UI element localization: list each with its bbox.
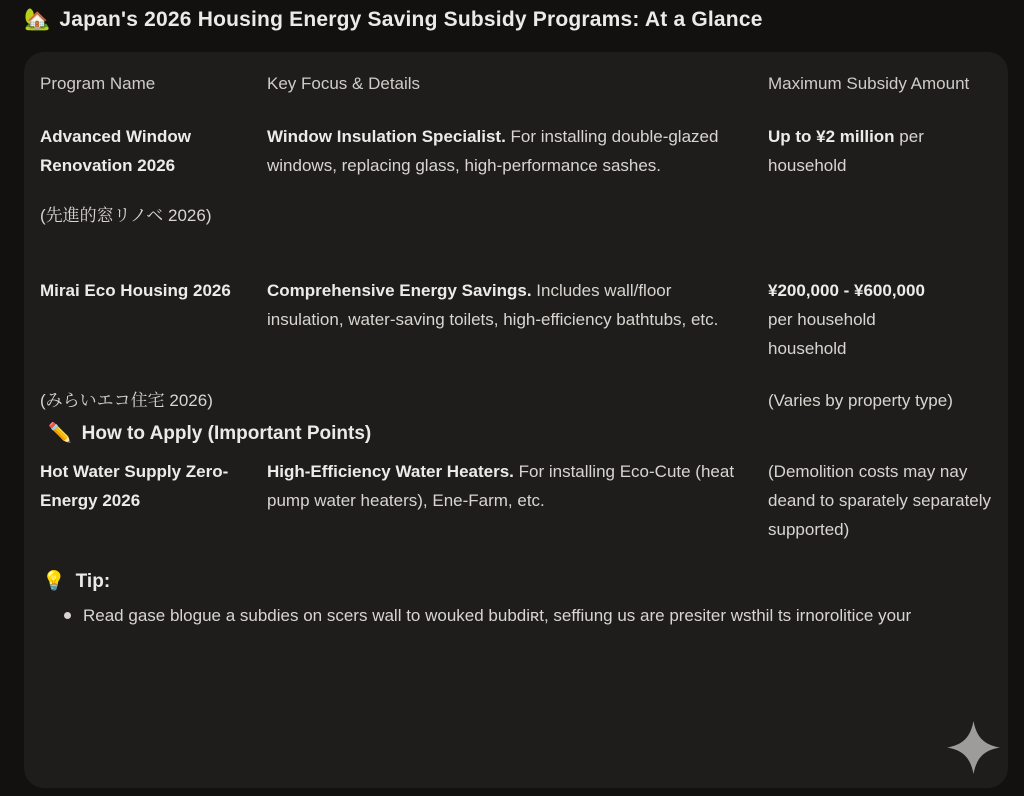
- table-row: [40, 276, 992, 363]
- tip-bullet-item: [64, 601, 988, 630]
- column-header-max-subsidy: Maximum Subsidy Amount: [768, 74, 970, 93]
- details-lead: High-Efficiency Water Heaters.: [267, 462, 514, 481]
- program-details: [267, 457, 738, 544]
- details-lead: Comprehensive Energy Savings.: [267, 281, 532, 300]
- details-rest: Includes wall/floor insulation, water-saving toilets, high-efficiency bathtubs, etc.: [267, 281, 719, 329]
- amount-lead: Up to ¥2 million: [768, 127, 895, 146]
- program-details: [267, 276, 738, 363]
- column-header-key-focus: Key Focus & Details: [267, 74, 421, 93]
- table-row-jp: [40, 201, 992, 230]
- pencil-icon: ✏️: [48, 423, 72, 444]
- subsidy-amount: [768, 276, 992, 363]
- house-icon: 🏡: [24, 8, 51, 31]
- program-name: Advanced Window Renovation 2026: [40, 127, 191, 175]
- section-heading-text: How to Apply (Important Points): [81, 423, 372, 444]
- program-name: Mirai Eco Housing 2026: [40, 281, 231, 300]
- details-lead: Window Insulation Specialist.: [267, 127, 506, 146]
- page-title-text: Japan's 2026 Housing Energy Saving Subsidy Programs: At a Glance: [59, 8, 763, 31]
- bullet-dot-icon: [64, 612, 71, 619]
- amount-rest: per household: [768, 127, 924, 175]
- table-row-jp: [40, 386, 992, 415]
- program-name-japanese: (先進的窓リノベ 2026): [40, 206, 212, 225]
- sparkle-icon: [946, 720, 1001, 775]
- page-title: [24, 8, 984, 32]
- table-row: [40, 122, 992, 180]
- program-details: [267, 122, 738, 180]
- subsidy-table-card: [24, 52, 1008, 788]
- amount-line2: per household: [768, 310, 876, 329]
- subsidy-amount: [768, 122, 992, 180]
- details-rest: For installing double-glazed windows, replacing glass, high-performance sashes.: [267, 127, 719, 175]
- details-rest: For installing Eco-Cute (heat pump water heaters), Ene-Farm, etc.: [267, 462, 735, 510]
- program-name: Hot Water Supply Zero-Energy 2026: [40, 462, 229, 510]
- section-heading-tip: [42, 568, 992, 596]
- lightbulb-icon: 💡: [42, 571, 66, 592]
- table-row: [40, 457, 992, 544]
- section-heading-how-to-apply: [48, 420, 992, 448]
- subsidy-amount-note: (Demolition costs may nay deand to sparately separately supported): [768, 462, 992, 539]
- column-header-program-name: Program Name: [40, 74, 156, 93]
- table-header-row: [40, 69, 992, 98]
- tip-bullet-text: Read gase blogue a subdies on scers wall to wouked bubdiʀt, seffiung us are presiter wsthil ts irnorolitice your: [83, 606, 912, 625]
- tip-heading-text: Tip:: [75, 571, 111, 592]
- program-name-japanese: (みらいエコ住宅 2026): [40, 391, 213, 410]
- amount-line3: household: [768, 339, 847, 358]
- amount-lead: ¥200,000 - ¥600,000: [768, 281, 925, 300]
- subsidy-amount-note: (Varies by property type): [768, 391, 953, 410]
